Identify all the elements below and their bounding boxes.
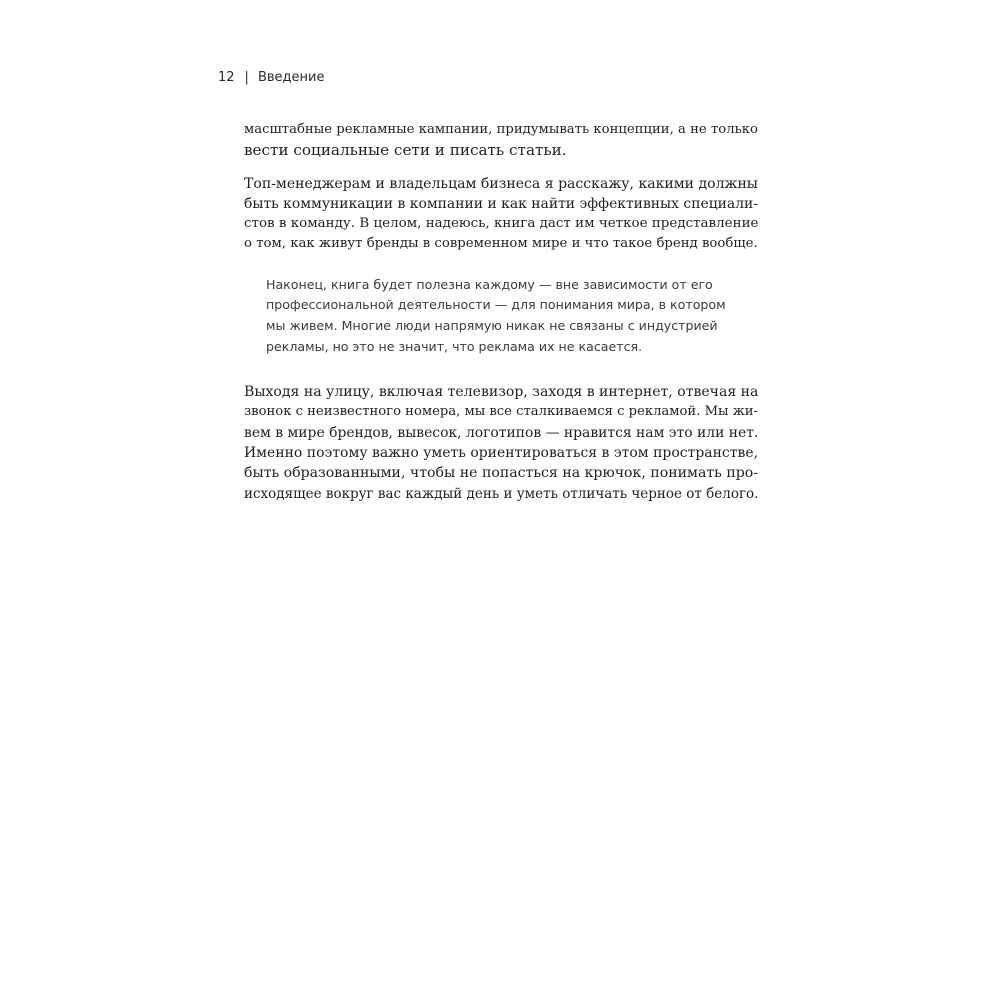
text-line: масштабные рекламные кампании, придумывать концепции, а не только [244, 122, 758, 137]
text-line: Выходя на улицу, включая телевизор, заходя в интернет, отвечая на [244, 384, 759, 401]
quote-line: Наконец, книга будет полезна каждому — вне зависимости от его [266, 276, 713, 292]
text-line: быть образованными, чтобы не попасться на крючок, понимать про- [244, 465, 758, 482]
quote-line: мы живем. Многие люди напрямую никак не связаны с индустрией [266, 317, 718, 333]
text-line: о том, как живут бренды в современном мире и что такое бренд вообще. [244, 236, 758, 252]
running-head [218, 70, 324, 85]
quote-line: профессиональной деятельности — для понимания мира, в котором [266, 297, 726, 313]
text-line: быть коммуникации в компании и как найти эффективных специали- [244, 195, 758, 212]
page-number: 12 [218, 70, 235, 85]
quote-line: рекламы, но это не значит, что реклама их не касается. [266, 338, 643, 354]
text-line: исходящее вокруг вас каждый день и уметь отличать черное от белого. [244, 485, 759, 502]
paragraph-managers [244, 174, 758, 255]
paragraph-continuation [244, 120, 758, 161]
text-line: стов в команду. В целом, надеюсь, книга даст им четкое представление [244, 216, 759, 232]
section-title: Введение [257, 70, 325, 85]
text-line: Топ-менеджерам и владельцам бизнеса я расскажу, какими должны [244, 175, 758, 192]
pull-quote [244, 275, 746, 357]
text-line: вести социальные сети и писать статьи. [244, 141, 567, 160]
page-body [244, 120, 758, 504]
header-separator: | [244, 70, 249, 85]
paragraph-closing [244, 382, 758, 504]
text-line: звонок с неизвестного номера, мы все сталкиваемся с рекламой. Мы жи- [244, 404, 759, 420]
text-line: Именно поэтому важно уметь ориентироваться в этом пространстве, [244, 445, 759, 462]
text-line: вем в мире брендов, вывесок, логотипов — нравится нам это или нет. [244, 424, 759, 441]
